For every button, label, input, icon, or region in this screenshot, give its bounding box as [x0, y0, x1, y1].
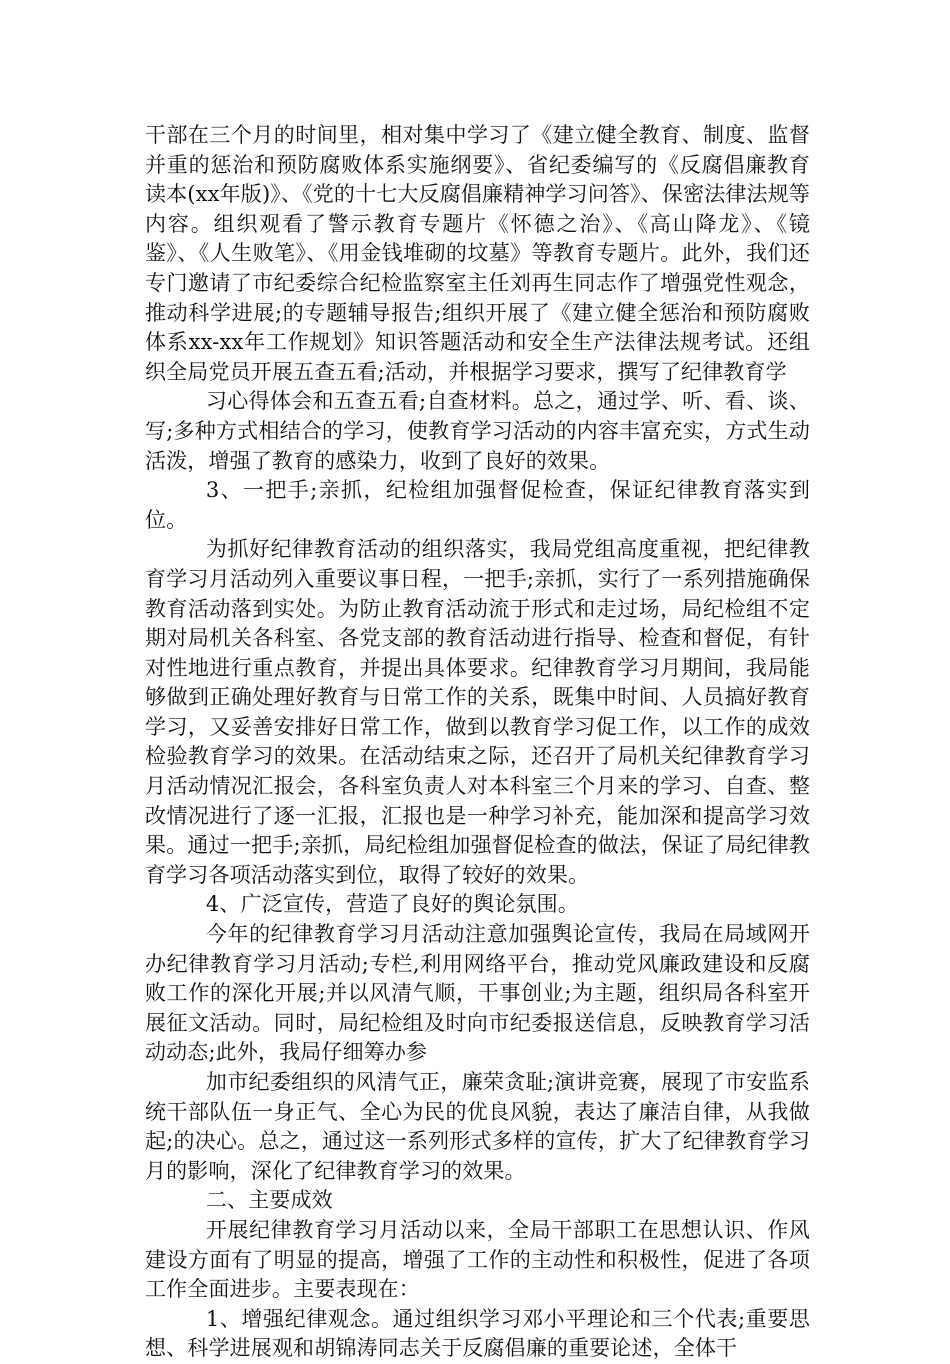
section-heading: 二、主要成效: [205, 1188, 333, 1213]
paragraph-4: 为抓好纪律教育活动的组织落实，我局党组高度重视，把纪律教育学习月活动列入重要议事日程，一把手;亲抓，实行了一系列措施确保教育活动落到实处。为防止教育活动流于形式和走过场，局纪检组不定期对局机关各科室、各党支部的教育活动进行指导、检查和督促，有针对性地进行重点教育，并提出具体要求。纪律教育学习月期间，我局能够做到正确处理好教育与日常工作的关系，既集中时间、人员搞好教育学习，又妥善安排好日常工作，做到以教育学习促工作，以工作的成效检验教育学习的效果。在活动结束之际，还召开了局机关纪律教育学习月活动情况汇报会，各科室负责人对本科室三个月来的学习、自查、整改情况进行了逐一汇报，汇报也是一种学习补充，能加深和提高学习效果。通过一把手;亲抓，局纪检组加强督促检查的做法，保证了局纪律教育学习各项活动落实到位，取得了较好的效果。: [145, 537, 810, 887]
paragraph-2: 习心得体会和五查五看;自查材料。总之，通过学、听、看、谈、写;多种方式相结合的学习，使教育学习活动的内容丰富充实，方式生动活泼，增强了教育的感染力，收到了良好的效果。: [145, 389, 810, 473]
paragraph-1: 干部在三个月的时间里，相对集中学习了《建立健全教育、制度、监督并重的惩治和预防腐败体系实施纲要》、省纪委编写的《反腐倡廉教育读本(xx年版)》、《党的十七大反腐倡廉精神学习问答》、保密法律法规等内容。组织观看了警示教育专题片《怀德之治》、《高山降龙》、《镜鉴》、《人生败笔》、《用金钱堆砌的坟墓》等教育专题片。此外，我们还专门邀请了市纪委综合纪检监察室主任刘再生同志作了增强党性观念，推动科学进展;的专题辅导报告;组织开展了《建立健全惩治和预防腐败体系xx-xx年工作规划》知识答题活动和安全生产法律法规考试。还组织全局党员开展五查五看;活动，并根据学习要求，撰写了纪律教育学: [145, 123, 810, 384]
paragraph-7: 加市纪委组织的风清气正，廉荣贪耻;演讲竞赛，展现了市安监系统干部队伍一身正气、全心为民的优良风貌，表达了廉洁自律，从我做起;的决心。总之，通过这一系列形式多样的宣传，扩大了纪律教育学习月的影响，深化了纪律教育学习的效果。: [145, 1070, 810, 1183]
paragraph-5: 4、广泛宣传，营造了良好的舆论氛围。: [205, 892, 579, 917]
paragraph-3: 3、一把手;亲抓，纪检组加强督促检查，保证纪律教育落实到位。: [145, 478, 810, 532]
paragraph-6: 今年的纪律教育学习月活动注意加强舆论宣传，我局在局域网开办纪律教育学习月活动;专栏,利用网络平台，推动党风廉政建设和反腐败工作的深化开展;并以风清气顺，干事创业;为主题，组织局各科室开展征文活动。同时，局纪检组及时向市纪委报送信息，反映教育学习活动动态;此外，我局仔细筹办参: [145, 922, 810, 1065]
document-body: [145, 121, 810, 1364]
paragraph-9: 开展纪律教育学习月活动以来，全局干部职工在思想认识、作风建设方面有了明显的提高，增强了工作的主动性和积极性，促进了各项工作全面进步。主要表现在：: [145, 1217, 810, 1302]
paragraph-10: 1、增强纪律观念。通过组织学习邓小平理论和三个代表;重要思想、科学进展观和胡锦涛同志关于反腐倡廉的重要论述，全体干: [145, 1306, 810, 1361]
